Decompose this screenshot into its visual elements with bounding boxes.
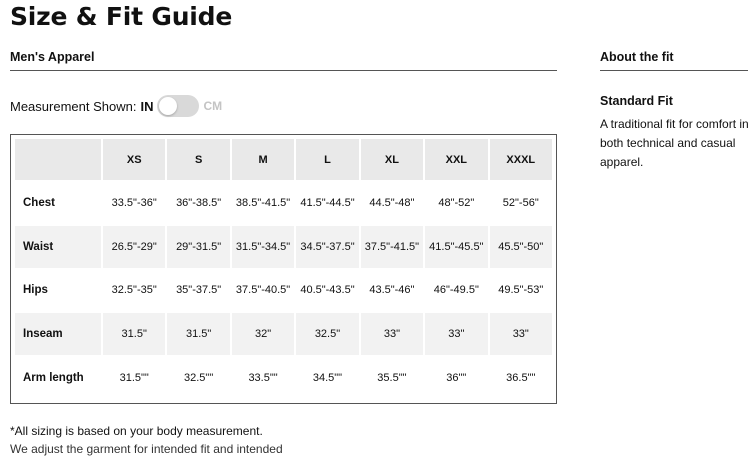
column-header: M xyxy=(232,139,294,180)
table-cell: 40.5"-43.5" xyxy=(296,270,358,312)
size-chart-table xyxy=(10,134,557,404)
table-row xyxy=(15,226,552,268)
table-cell: 33" xyxy=(361,313,423,355)
table-cell: 52"-56" xyxy=(490,182,552,224)
row-header: Inseam xyxy=(15,313,101,355)
table-cell: 35.5"" xyxy=(361,357,423,399)
table-cell: 33" xyxy=(490,313,552,355)
column-header: XL xyxy=(361,139,423,180)
measurement-toggle-row xyxy=(10,94,222,118)
table-cell: 37.5"-40.5" xyxy=(232,270,294,312)
table-row xyxy=(15,313,552,355)
table-cell: 31.5" xyxy=(167,313,229,355)
unit-toggle-switch[interactable] xyxy=(157,95,199,117)
row-header: Waist xyxy=(15,226,101,268)
unit-cm-label[interactable]: CM xyxy=(203,99,223,113)
table-cell: 34.5"" xyxy=(296,357,358,399)
table-cell: 32" xyxy=(232,313,294,355)
table-header-row xyxy=(15,139,552,180)
table-cell: 48"-52" xyxy=(425,182,487,224)
table-cell: 26.5"-29" xyxy=(103,226,165,268)
table-cell: 38.5"-41.5" xyxy=(232,182,294,224)
table-cell: 31.5"" xyxy=(103,357,165,399)
table-cell: 33.5"-36" xyxy=(103,182,165,224)
row-header: Arm length xyxy=(15,357,101,399)
about-fit-heading: About the fit xyxy=(600,50,748,71)
table-cell: 43.5"-46" xyxy=(361,270,423,312)
toggle-knob xyxy=(159,97,177,115)
page-title: Size & Fit Guide xyxy=(10,2,233,31)
table-cell: 36"" xyxy=(425,357,487,399)
table-cell: 31.5"-34.5" xyxy=(232,226,294,268)
table-cell: 32.5" xyxy=(296,313,358,355)
table-cell: 32.5"" xyxy=(167,357,229,399)
table-cell: 33" xyxy=(425,313,487,355)
footnote-line-2: We adjust the garment for intended fit and intended xyxy=(10,442,283,456)
column-header: XXXL xyxy=(490,139,552,180)
table-cell: 49.5"-53" xyxy=(490,270,552,312)
table-cell: 36"-38.5" xyxy=(167,182,229,224)
table-row xyxy=(15,182,552,224)
table-cell: 36.5"" xyxy=(490,357,552,399)
table-corner-cell xyxy=(15,139,101,180)
column-header: S xyxy=(167,139,229,180)
column-header: L xyxy=(296,139,358,180)
table-row xyxy=(15,270,552,312)
table-cell: 41.5"-45.5" xyxy=(425,226,487,268)
table-cell: 31.5" xyxy=(103,313,165,355)
row-header: Hips xyxy=(15,270,101,312)
measurement-label: Measurement Shown: xyxy=(10,98,137,114)
row-header: Chest xyxy=(15,182,101,224)
sizing-footnote xyxy=(10,422,283,458)
column-header: XXL xyxy=(425,139,487,180)
table-row xyxy=(15,357,552,399)
unit-in-label[interactable]: IN xyxy=(140,98,154,114)
table-cell: 34.5"-37.5" xyxy=(296,226,358,268)
table-cell: 32.5"-35" xyxy=(103,270,165,312)
table-cell: 45.5"-50" xyxy=(490,226,552,268)
column-header: XS xyxy=(103,139,165,180)
table-cell: 46"-49.5" xyxy=(425,270,487,312)
fit-description: A traditional fit for comfort in both technical and casual apparel. xyxy=(600,117,749,169)
footnote-line-1: *All sizing is based on your body measurement. xyxy=(10,424,263,438)
fit-title: Standard Fit xyxy=(600,94,673,108)
table-cell: 35"-37.5" xyxy=(167,270,229,312)
table-cell: 37.5"-41.5" xyxy=(361,226,423,268)
table-cell: 29"-31.5" xyxy=(167,226,229,268)
table-cell: 41.5"-44.5" xyxy=(296,182,358,224)
apparel-section-heading: Men's Apparel xyxy=(10,50,557,71)
table-cell: 44.5"-48" xyxy=(361,182,423,224)
table-cell: 33.5"" xyxy=(232,357,294,399)
